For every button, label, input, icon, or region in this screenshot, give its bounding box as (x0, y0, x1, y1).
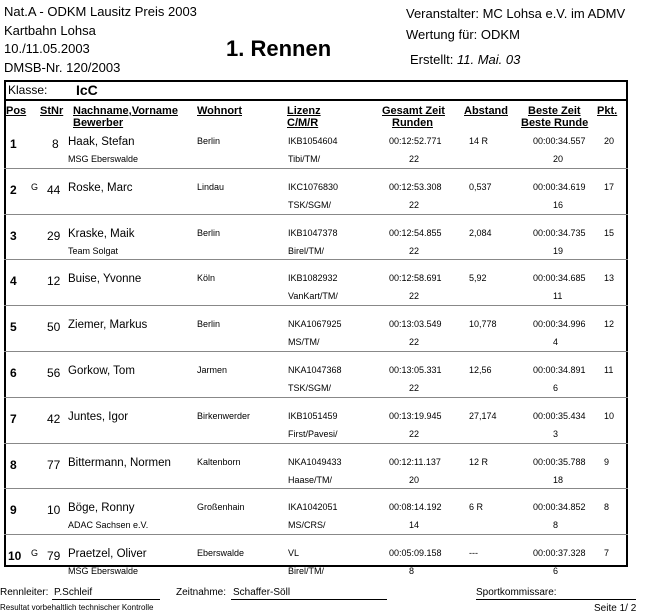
col-abstand: Abstand (464, 105, 508, 117)
row-runden: 20 (409, 474, 420, 485)
row-abstand: 6 R (469, 502, 484, 513)
created (410, 52, 520, 67)
row-beste: 00:00:34.685 (533, 273, 586, 284)
row-separator (4, 214, 628, 215)
row-team: ADAC Sachsen e.V. (68, 520, 149, 531)
row-pkt: 8 (604, 502, 610, 513)
row-gesamt: 00:12:52.771 (389, 136, 442, 146)
row-lizenz: VL (288, 548, 300, 559)
row-chassis: TSK/SGM/ (288, 199, 332, 210)
row-pos: 10 (8, 549, 22, 564)
row-name: Praetzel, Oliver (68, 548, 147, 561)
rennleiter-line (52, 599, 160, 600)
row-name: Bittermann, Normen (68, 456, 171, 469)
row-gesamt: 00:12:53.308 (389, 181, 442, 192)
row-beste: 00:00:34.996 (533, 319, 586, 330)
row-chassis: TSK/SGM/ (288, 383, 332, 393)
row-team: Team Solgat (68, 245, 119, 256)
col-beste: Beste Zeit (528, 105, 581, 117)
row-lizenz: IKC1076830 (288, 181, 339, 192)
row-abstand: 0,537 (469, 181, 492, 192)
row-lizenz: IKB1051459 (288, 410, 338, 421)
row-name: Juntes, Igor (68, 410, 129, 423)
row-lizenz: NKA1049433 (288, 456, 342, 467)
row-wohnort: Kaltenborn (197, 456, 241, 467)
row-beste-runde: 4 (553, 337, 559, 348)
row-pos: 3 (10, 228, 17, 243)
event-name: Nat.A - ODKM Lausitz Preis 2003 (4, 4, 197, 19)
row-chassis: MS/TM/ (288, 337, 320, 348)
row-abstand: --- (469, 548, 478, 559)
created-date: 11. Mai. 03 (456, 52, 521, 67)
zeitnahme-label: Zeitnahme: (176, 587, 227, 598)
row-gesamt: 00:13:03.549 (389, 319, 442, 330)
row-separator (4, 259, 628, 260)
row-wohnort: Jarmen (197, 365, 228, 375)
col-gesamt: Gesamt Zeit (382, 105, 445, 117)
row-pos: 7 (10, 411, 17, 426)
row-gesamt: 00:12:54.855 (389, 227, 442, 238)
row-name: Böge, Ronny (68, 502, 135, 515)
row-runden: 22 (409, 337, 420, 348)
row-pos: 9 (10, 503, 17, 518)
row-beste-runde: 20 (553, 154, 564, 164)
row-pkt: 12 (604, 319, 615, 330)
row-flag: G (31, 548, 39, 559)
row-beste-runde: 8 (553, 520, 559, 531)
row-beste-runde: 6 (553, 383, 559, 393)
rennleiter: P.Schleif (54, 587, 93, 598)
row-abstand: 14 R (469, 136, 489, 146)
rating: Wertung für: ODKM (406, 27, 520, 42)
row-team: MSG Eberswalde (68, 566, 139, 577)
row-runden: 8 (409, 566, 415, 577)
row-abstand: 12,56 (469, 365, 492, 375)
row-wohnort: Berlin (197, 136, 221, 146)
row-pos: 2 (10, 182, 17, 197)
col-cmr: C/M/R (287, 117, 319, 129)
row-pkt: 9 (604, 456, 610, 467)
row-beste: 00:00:35.788 (533, 456, 586, 467)
row-lizenz: NKA1047368 (288, 365, 342, 375)
col-wohnort: Wohnort (197, 105, 243, 117)
klasse-label: Klasse: (8, 83, 48, 97)
row-separator (4, 534, 628, 535)
row-beste: 00:00:34.735 (533, 227, 586, 238)
row-runden: 22 (409, 154, 420, 164)
row-lizenz: IKB1082932 (288, 273, 338, 284)
row-abstand: 12 R (469, 456, 489, 467)
row-wohnort: Berlin (197, 319, 221, 330)
row-beste: 00:00:34.852 (533, 502, 586, 513)
row-wohnort: Lindau (197, 181, 225, 192)
row-gesamt: 00:13:19.945 (389, 410, 442, 421)
row-stnr: 77 (47, 457, 61, 472)
zeitnahme-line (231, 599, 387, 600)
row-beste: 00:00:34.557 (533, 136, 586, 146)
row-separator (4, 168, 628, 169)
sportkommissare-line (476, 599, 636, 600)
row-abstand: 2,084 (469, 227, 492, 238)
row-stnr: 50 (47, 320, 61, 335)
row-pkt: 10 (604, 410, 615, 421)
row-flag: G (31, 181, 39, 192)
col-name: Nachname,Vorname (73, 105, 178, 117)
col-pkt: Pkt. (597, 105, 618, 117)
row-beste-runde: 16 (553, 199, 564, 210)
row-beste-runde: 3 (553, 428, 559, 439)
results-frame (4, 101, 628, 567)
row-wohnort: Großenhain (197, 502, 245, 513)
row-abstand: 10,778 (469, 319, 497, 330)
row-separator (4, 488, 628, 489)
row-runden: 14 (409, 520, 420, 531)
row-name: Roske, Marc (68, 181, 133, 194)
row-chassis: MS/CRS/ (288, 520, 326, 531)
col-beste-runde: Beste Runde (521, 117, 589, 129)
row-pkt: 17 (604, 181, 615, 192)
row-stnr: 42 (47, 411, 61, 426)
race-title: 1. Rennen (226, 36, 332, 61)
row-separator (4, 443, 628, 444)
row-beste-runde: 19 (553, 245, 564, 256)
row-wohnort: Birkenwerder (197, 410, 251, 421)
row-pos: 6 (10, 366, 17, 380)
col-pos: Pos (6, 105, 27, 117)
zeitnahme: Schaffer-Söll (233, 587, 291, 598)
row-name: Buise, Yvonne (68, 273, 142, 286)
row-runden: 22 (409, 383, 420, 393)
row-chassis: VanKart/TM/ (288, 291, 338, 302)
row-name: Ziemer, Markus (68, 319, 148, 332)
row-team: MSG Eberswalde (68, 154, 139, 164)
dmsb-number: DMSB-Nr. 120/2003 (4, 60, 121, 75)
disclaimer: Resultat vorbehaltlich technischer Kontrolle (0, 603, 154, 612)
row-beste: 00:00:37.328 (533, 548, 586, 559)
row-chassis: Tibi/TM/ (288, 154, 321, 164)
klasse-value: IcC (76, 82, 98, 98)
organizer: Veranstalter: MC Lohsa e.V. im ADMV (406, 6, 626, 21)
row-gesamt: 00:05:09.158 (389, 548, 442, 559)
row-pos: 8 (10, 457, 17, 472)
row-beste: 00:00:34.619 (533, 181, 586, 192)
row-gesamt: 00:13:05.331 (389, 365, 442, 375)
row-lizenz: NKA1067925 (288, 319, 342, 330)
row-stnr: 56 (47, 366, 61, 380)
venue: Kartbahn Lohsa (4, 23, 96, 38)
row-abstand: 27,174 (469, 410, 497, 421)
col-runden: Runden (392, 117, 433, 129)
col-stnr: StNr (40, 105, 64, 117)
row-chassis: First/Pavesi/ (288, 428, 338, 439)
row-stnr: 44 (47, 182, 61, 197)
row-beste: 00:00:35.434 (533, 410, 586, 421)
event-date: 10./11.05.2003 (4, 41, 90, 56)
row-runden: 22 (409, 291, 420, 302)
row-chassis: Birel/TM/ (288, 245, 324, 256)
rennleiter-label: Rennleiter: (0, 587, 49, 598)
row-lizenz: IKB1047378 (288, 227, 338, 238)
row-lizenz: IKA1042051 (288, 502, 338, 513)
row-abstand: 5,92 (469, 273, 487, 284)
row-wohnort: Köln (197, 273, 216, 284)
col-lizenz: Lizenz (287, 105, 321, 117)
row-pos: 5 (10, 320, 17, 335)
row-separator (4, 351, 628, 352)
row-stnr: 10 (47, 503, 61, 518)
row-stnr: 8 (52, 137, 59, 151)
row-pkt: 15 (604, 227, 615, 238)
row-pkt: 7 (604, 548, 610, 559)
row-name: Gorkow, Tom (68, 365, 135, 377)
created-label: Erstellt: (410, 52, 454, 67)
col-bewerber: Bewerber (73, 117, 124, 129)
sportkommissare-label: Sportkommissare: (476, 587, 557, 598)
row-chassis: Birel/TM/ (288, 566, 324, 577)
row-pkt: 20 (604, 136, 615, 146)
row-gesamt: 00:08:14.192 (389, 502, 442, 513)
row-beste-runde: 18 (553, 474, 564, 485)
row-chassis: Haase/TM/ (288, 474, 333, 485)
row-stnr: 29 (47, 228, 61, 243)
row-wohnort: Eberswalde (197, 548, 245, 559)
row-runden: 22 (409, 199, 420, 210)
row-beste: 00:00:34.891 (533, 365, 586, 375)
row-name: Kraske, Maik (68, 227, 135, 240)
row-runden: 22 (409, 428, 420, 439)
row-wohnort: Berlin (197, 227, 221, 238)
row-runden: 22 (409, 245, 420, 256)
row-stnr: 12 (47, 274, 61, 289)
row-separator (4, 305, 628, 306)
row-pos: 4 (10, 274, 17, 289)
page-number: Seite 1/ 2 (594, 603, 637, 614)
row-beste-runde: 6 (553, 566, 559, 577)
row-name: Haak, Stefan (68, 136, 135, 148)
row-pos: 1 (10, 137, 17, 151)
row-pkt: 11 (604, 365, 614, 375)
row-pkt: 13 (604, 273, 615, 284)
row-beste-runde: 11 (553, 291, 563, 302)
row-separator (4, 397, 628, 398)
row-gesamt: 00:12:58.691 (389, 273, 442, 284)
row-stnr: 79 (47, 549, 61, 564)
row-gesamt: 00:12:11.137 (389, 456, 441, 467)
row-lizenz: IKB1054604 (288, 136, 338, 146)
